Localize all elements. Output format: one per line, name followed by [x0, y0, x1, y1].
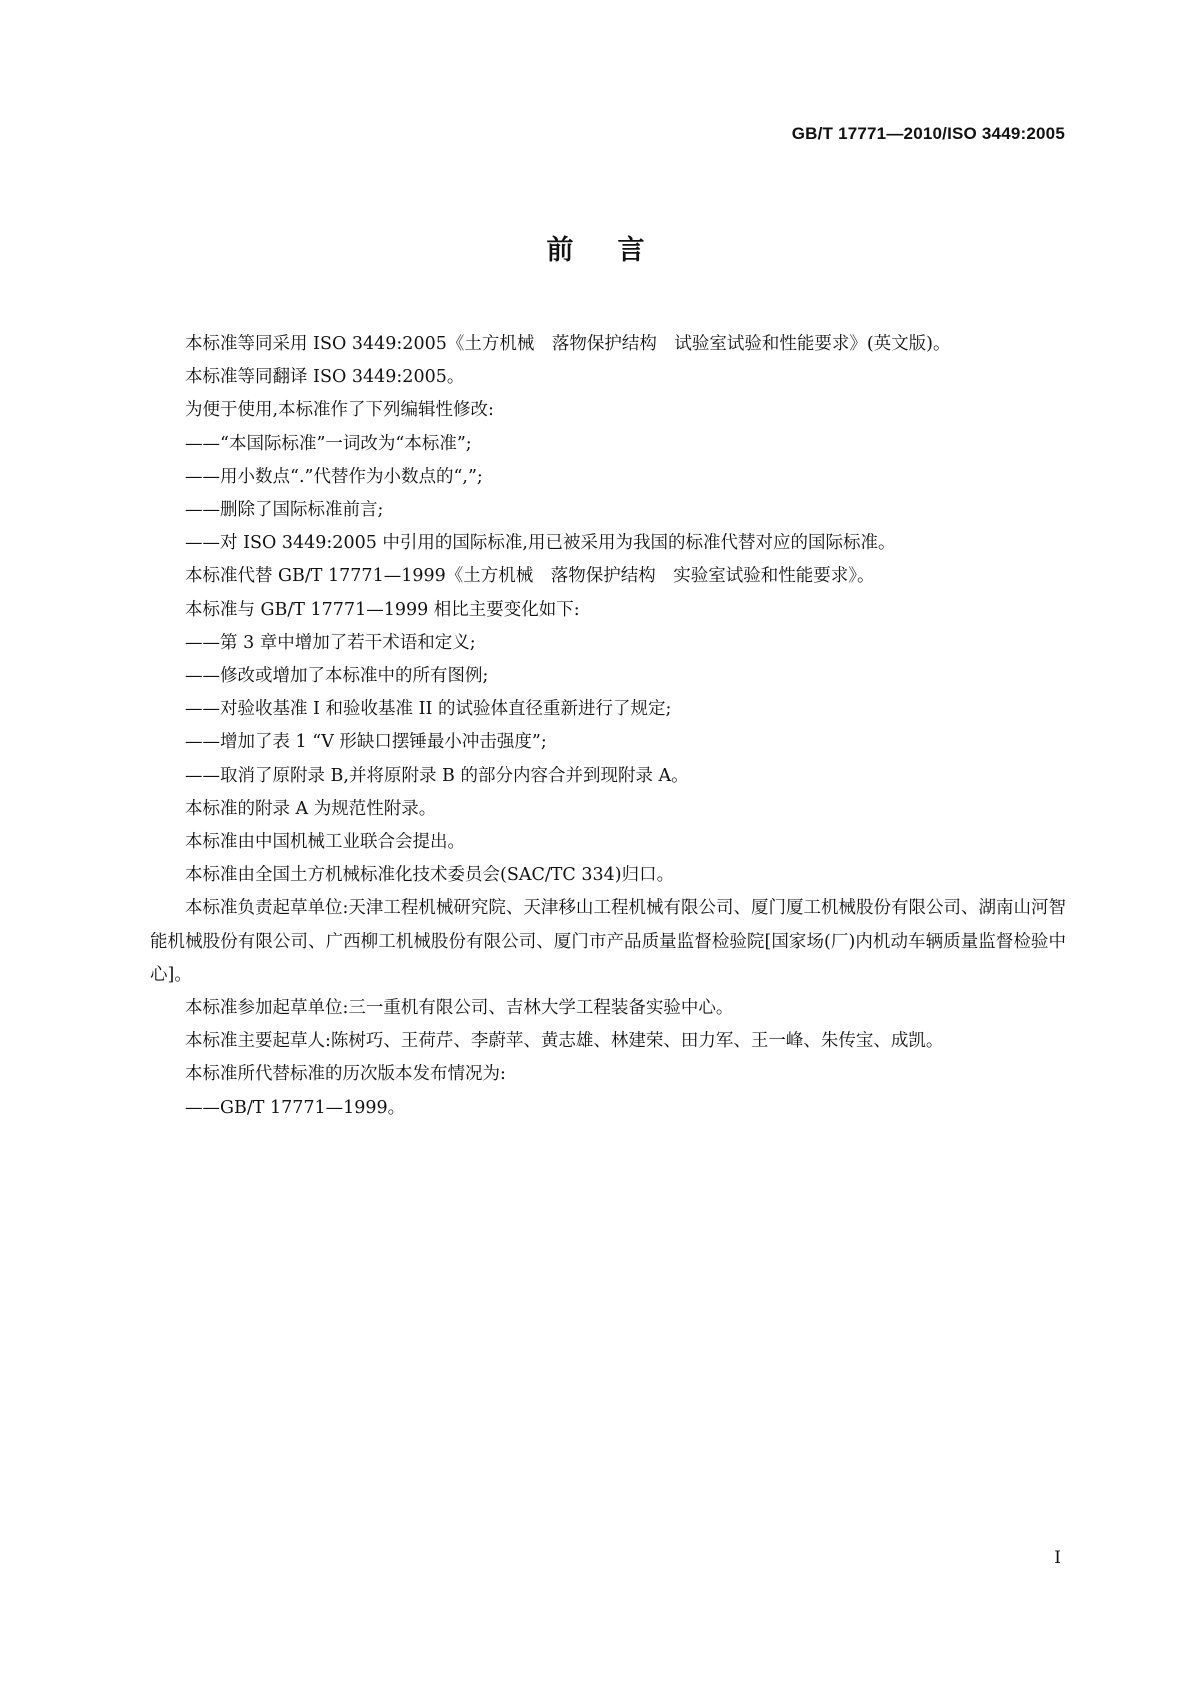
list-item: ——“本国际标准”一词改为“本标准”;	[185, 433, 472, 454]
foreword-body	[150, 328, 1066, 1125]
paragraph: 本标准主要起草人:陈树巧、王荷芹、李蔚苹、黄志雄、林建荣、田力军、王一峰、朱传宝、成凯。	[185, 1031, 944, 1052]
paragraph: 本标准等同采用 ISO 3449:2005《土方机械 落物保护结构 试验室试验和性能要求》(英文版)。	[185, 334, 951, 354]
paragraph: 本标准参加起草单位:三一重机有限公司、吉林大学工程装备实验中心。	[185, 998, 734, 1019]
paragraph: 本标准由全国土方机械标准化技术委员会(SAC/TC 334)归口。	[185, 865, 675, 886]
paragraph: 本标准负责起草单位:天津工程机械研究院、天津移山工程机械有限公司、厦门厦工机械股份有限公司、湖南山河智能机械股份有限公司、广西柳工机械股份有限公司、厦门市产品质量监督检验院[国家场(厂)内机动车辆质量监督检验中心]。	[150, 898, 1066, 985]
list-item: ——取消了原附录 B,并将原附录 B 的部分内容合并到现附录 A。	[185, 765, 689, 786]
paragraph: 本标准所代替标准的历次版本发布情况为:	[185, 1064, 506, 1085]
list-item: ——用小数点“.”代替作为小数点的“,”;	[185, 466, 483, 487]
standard-code: GB/T 17771—2010/ISO 3449:2005	[791, 124, 1065, 143]
paragraph: 本标准由中国机械工业联合会提出。	[185, 832, 465, 853]
paragraph: 本标准等同翻译 ISO 3449:2005。	[185, 367, 465, 388]
list-item: ——对 ISO 3449:2005 中引用的国际标准,用已被采用为我国的标准代替对应的国际标准。	[185, 533, 896, 554]
list-item: ——增加了表 1 “V 形缺口摆锤最小冲击强度”;	[185, 732, 547, 753]
list-item: ——删除了国际标准前言;	[185, 500, 384, 521]
paragraph: 本标准代替 GB/T 17771—1999《土方机械 落物保护结构 实验室试验和性能要求》。	[185, 566, 875, 587]
list-item: ——修改或增加了本标准中的所有图例;	[185, 666, 489, 687]
page-number: I	[1054, 1548, 1061, 1568]
paragraph: 本标准与 GB/T 17771—1999 相比主要变化如下:	[185, 599, 580, 620]
list-item: ——对验收基准 I 和验收基准 II 的试验体直径重新进行了规定;	[185, 699, 672, 720]
list-item: ——第 3 章中增加了若干术语和定义;	[185, 632, 476, 653]
page-title: 前言	[546, 235, 689, 266]
list-item: ——GB/T 17771—1999。	[185, 1097, 406, 1118]
paragraph: 为便于使用,本标准作了下列编辑性修改:	[185, 400, 494, 421]
paragraph: 本标准的附录 A 为规范性附录。	[185, 798, 437, 819]
